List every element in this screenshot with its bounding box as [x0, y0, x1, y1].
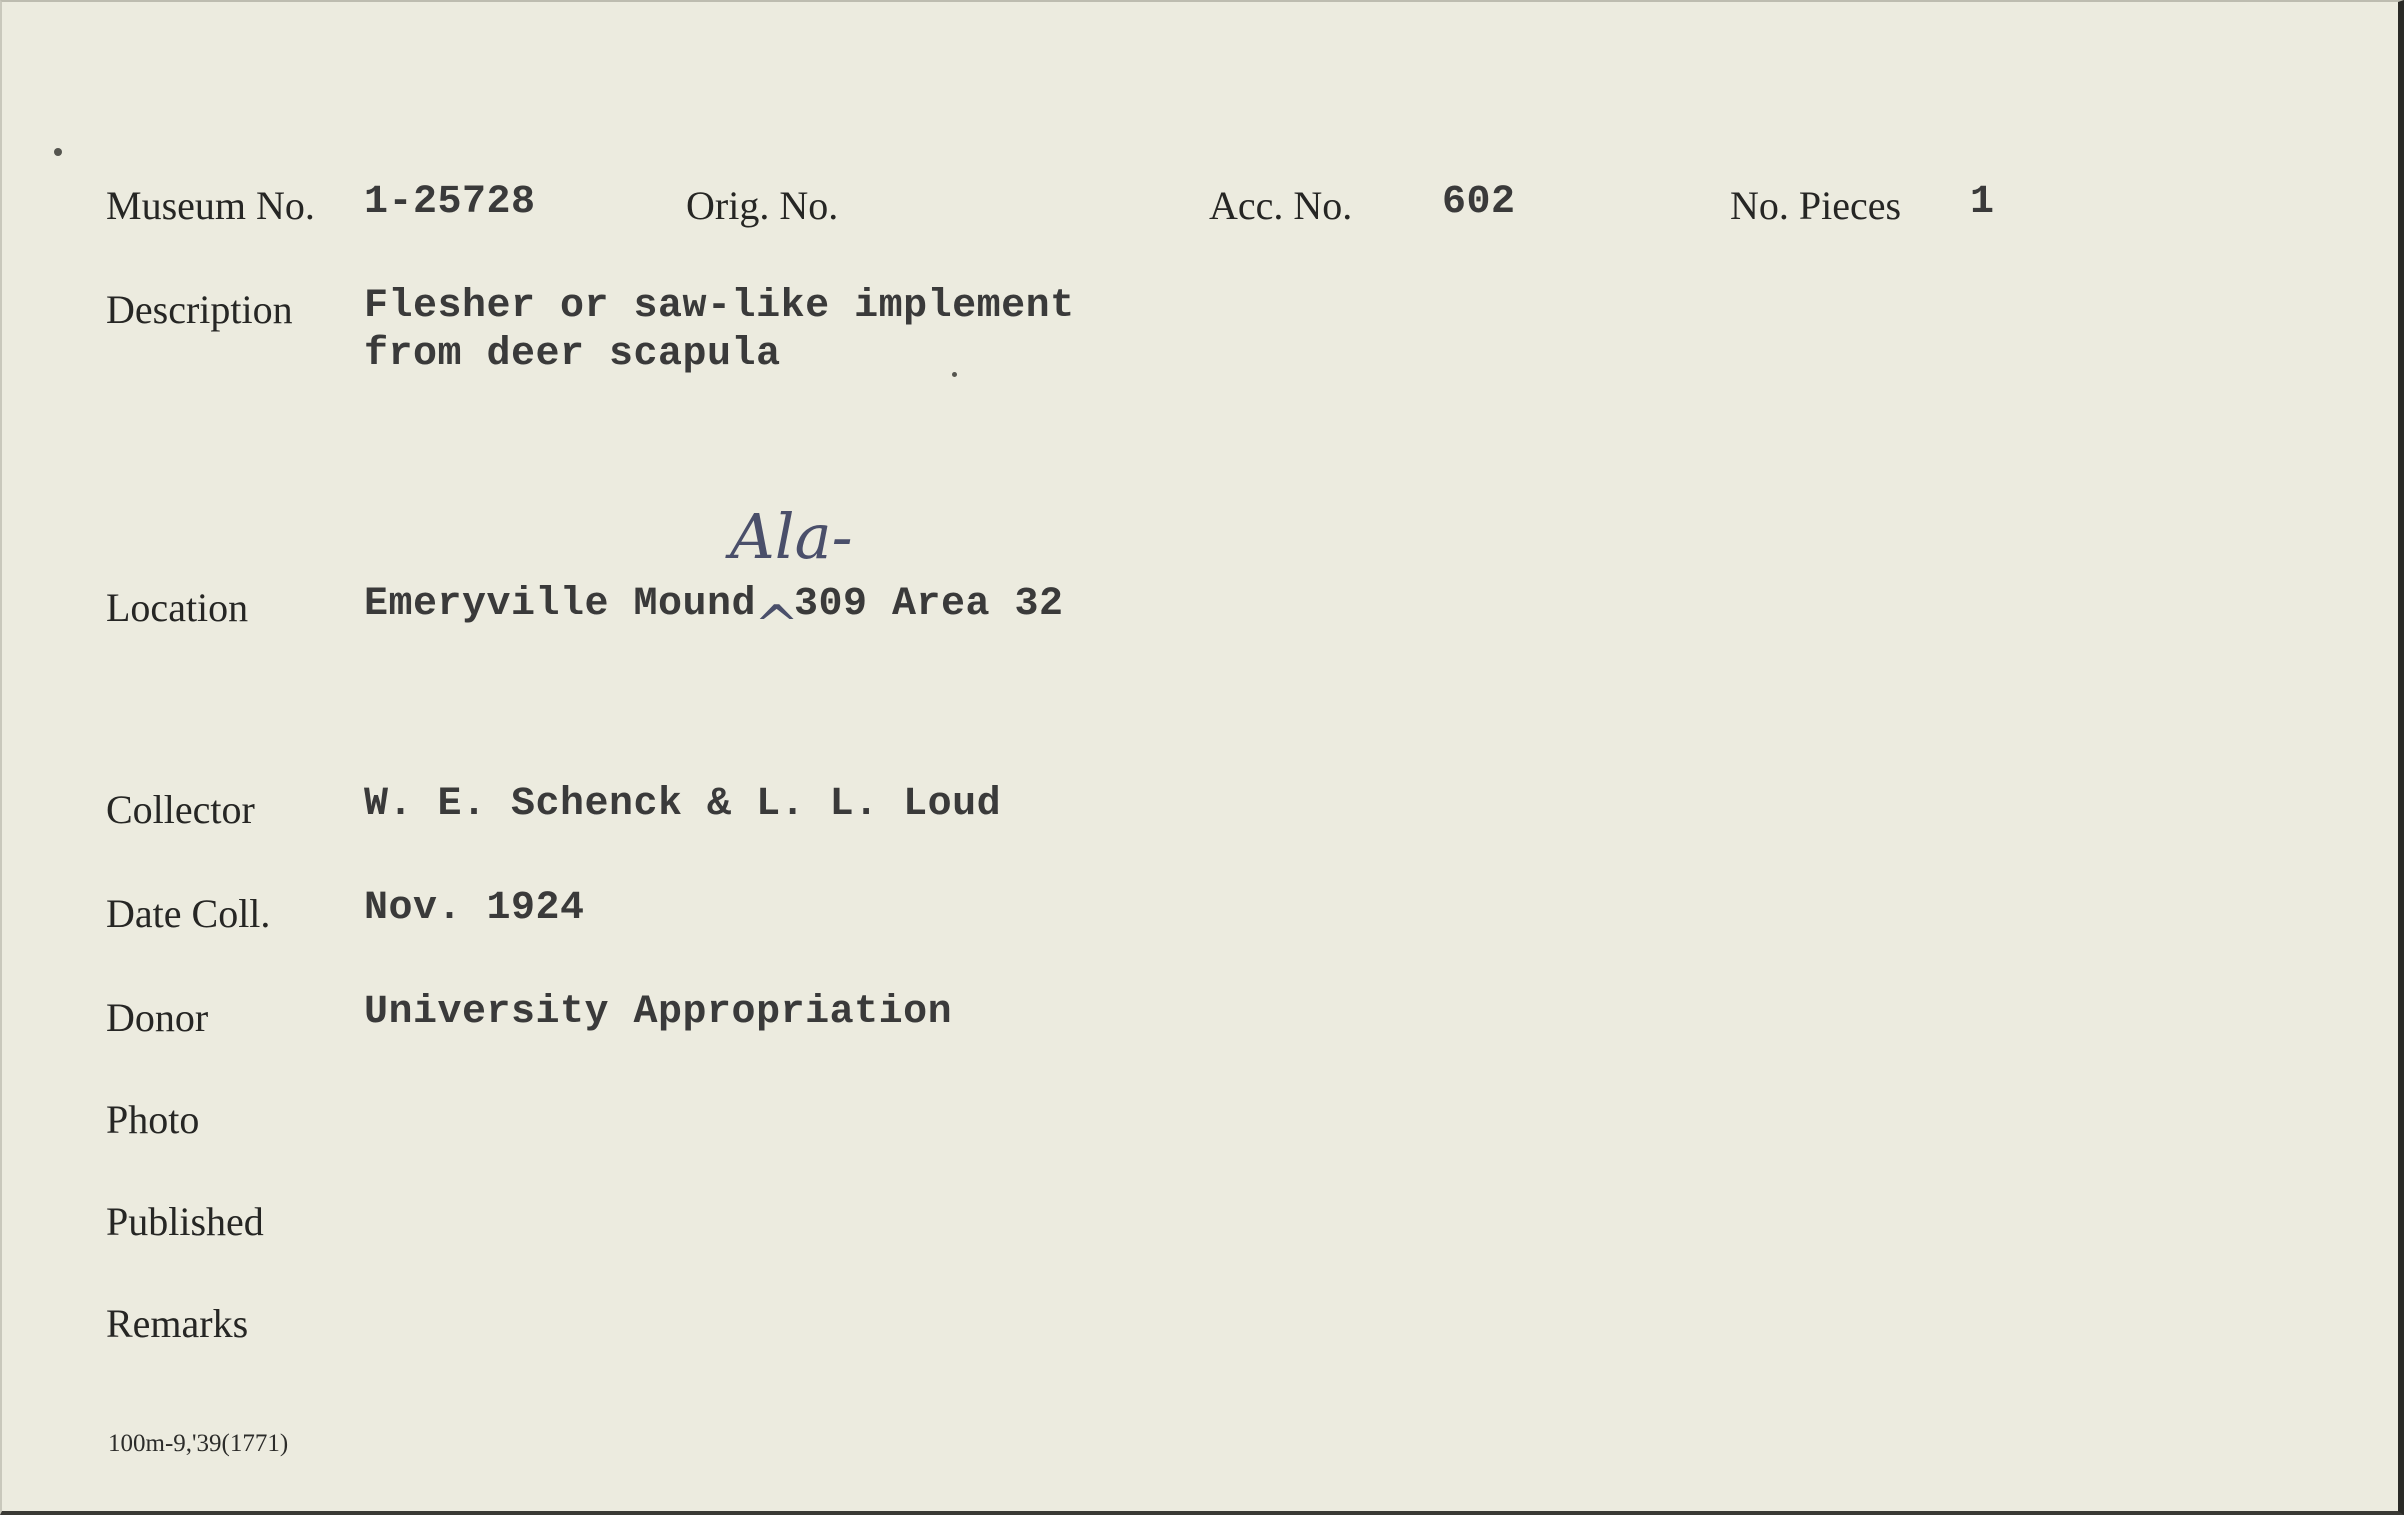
- description-label: Description: [106, 287, 293, 332]
- acc-no-label: Acc. No.: [1209, 183, 1353, 228]
- ink-speck: [952, 372, 957, 377]
- orig-no-label: Orig. No.: [686, 183, 839, 228]
- description-line-1: Flesher or saw-like implement: [364, 284, 1075, 329]
- museum-no-value: 1-25728: [364, 180, 536, 225]
- museum-no-label: Museum No.: [106, 183, 315, 228]
- date-coll-value: Nov. 1924: [364, 886, 585, 931]
- no-pieces-value: 1: [1970, 180, 1995, 225]
- photo-label: Photo: [106, 1097, 200, 1142]
- remarks-label: Remarks: [106, 1301, 249, 1346]
- no-pieces-label: No. Pieces: [1730, 183, 1902, 228]
- description-line-2: from deer scapula: [364, 332, 781, 377]
- acc-no-value: 602: [1442, 180, 1516, 225]
- donor-value: University Appropriation: [364, 990, 953, 1035]
- donor-label: Donor: [106, 995, 209, 1040]
- collector-value: W. E. Schenck & L. L. Loud: [364, 782, 1002, 827]
- date-coll-label: Date Coll.: [106, 891, 271, 936]
- location-value-end: 309 Area 32: [794, 582, 1064, 627]
- location-value-start: Emeryville Mound: [364, 582, 757, 627]
- collector-label: Collector: [106, 787, 255, 832]
- ink-speck: [54, 148, 62, 156]
- location-label: Location: [106, 585, 249, 630]
- form-code: 100m-9,'39(1771): [108, 1430, 289, 1457]
- handwritten-caret: ^: [754, 594, 800, 657]
- published-label: Published: [106, 1199, 264, 1244]
- handwritten-insertion: Ala-: [730, 500, 853, 573]
